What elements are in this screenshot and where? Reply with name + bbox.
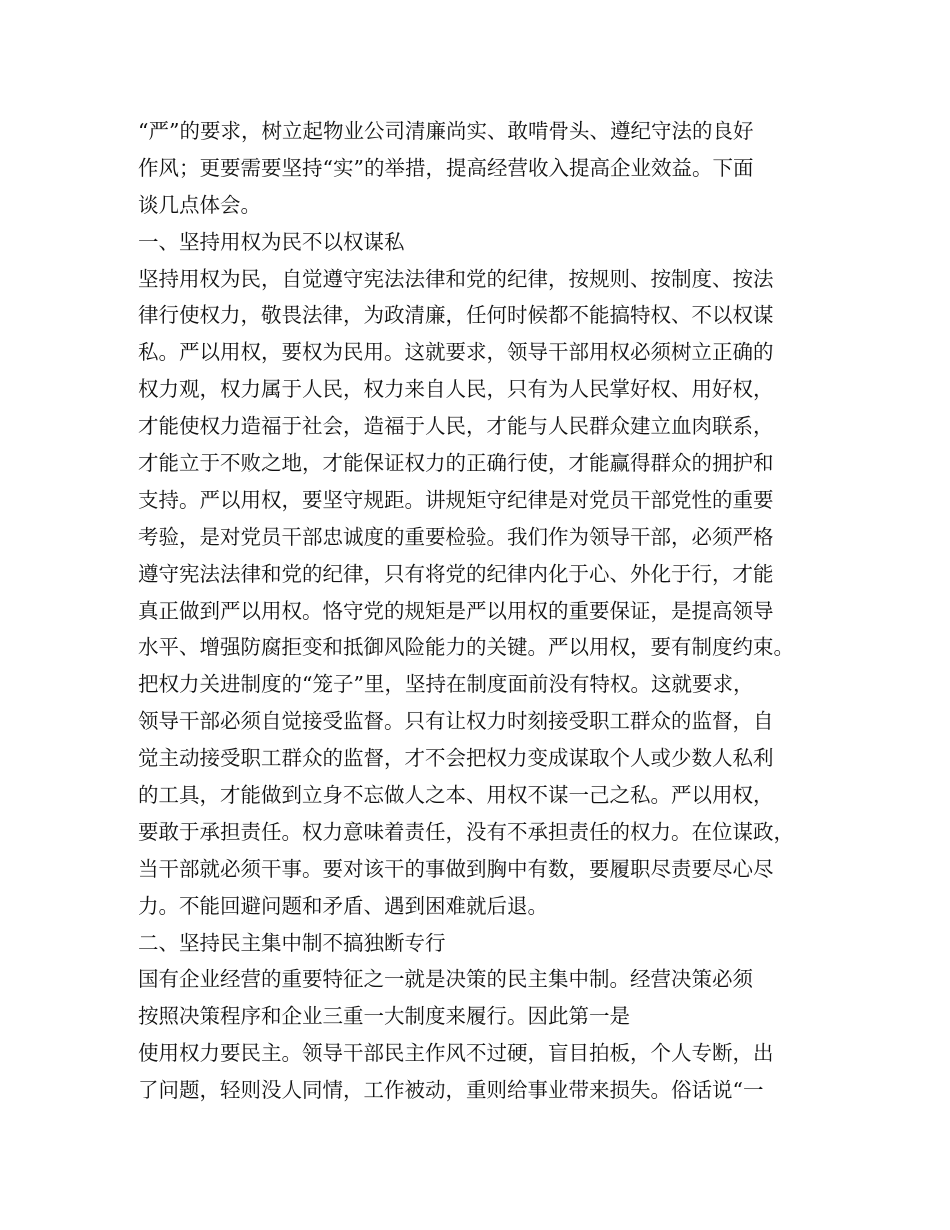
text-line: 使用权力要民主。领导干部民主作风不过硬，盲目拍板，个人专断，出: [138, 1041, 774, 1066]
text-line: 考验，是对党员干部忠诚度的重要检验。我们作为领导干部，必须严格: [138, 524, 774, 549]
text-line: 领导干部必须自觉接受监督。只有让权力时刻接受职工群众的监督，自: [138, 709, 774, 734]
text-line: 力。不能回避问题和矛盾、遇到困难就后退。: [138, 893, 548, 918]
text-line: 要敢于承担责任。权力意味着责任，没有不承担责任的权力。在位谋政，: [138, 819, 794, 844]
text-line: 才能立于不败之地，才能保证权力的正确行使，才能赢得群众的拥护和: [138, 451, 774, 476]
document-body: [138, 113, 838, 1109]
section-heading-1: 一、坚持用权为民不以权谋私: [138, 229, 405, 254]
text-line: 把权力关进制度的“笼子”里，坚持在制度面前没有特权。这就要求，: [138, 672, 754, 697]
text-line: 权力观，权力属于人民，权力来自人民，只有为人民掌好权、用好权，: [138, 377, 774, 402]
section-heading-2: 二、坚持民主集中制不搞独断专行: [138, 930, 446, 955]
text-line: 私。严以用权，要权为民用。这就要求，领导干部用权必须树立正确的: [138, 340, 774, 365]
text-line: 了问题，轻则没人同情，工作被动，重则给事业带来损失。俗话说“一: [138, 1078, 764, 1103]
text-line: 律行使权力，敬畏法律，为政清廉，任何时候都不能搞特权、不以权谋: [138, 303, 774, 328]
text-line: 当干部就必须干事。要对该干的事做到胸中有数，要履职尽责要尽心尽: [138, 856, 774, 881]
text-line: 真正做到严以用权。恪守党的规矩是严以用权的重要保证，是提高领导: [138, 598, 774, 623]
text-line: 才能使权力造福于社会，造福于人民，才能与人民群众建立血肉联系，: [138, 414, 774, 439]
text-line: 作风；更要需要坚持“实”的举措，提高经营收入提高企业效益。下面: [138, 155, 754, 180]
text-line: 觉主动接受职工群众的监督，才不会把权力变成谋取个人或少数人私利: [138, 746, 774, 771]
text-line: 国有企业经营的重要特征之一就是决策的民主集中制。经营决策必须: [138, 967, 753, 992]
text-line: 支持。严以用权，要坚守规距。讲规矩守纪律是对党员干部党性的重要: [138, 487, 774, 512]
text-line: 按照决策程序和企业三重一大制度来履行。因此第一是: [138, 1004, 630, 1029]
text-line: “严”的要求，树立起物业公司清廉尚实、敢啃骨头、遵纪守法的良好: [138, 119, 754, 143]
text-line: 水平、增强防腐拒变和抵御风险能力的关键。严以用权，要有制度约束。: [138, 635, 794, 660]
text-line: 谈几点体会。: [138, 192, 261, 217]
text-line: 坚持用权为民，自觉遵守宪法法律和党的纪律，按规则、按制度、按法: [138, 266, 774, 291]
text-line: 的工具，才能做到立身不忘做人之本、用权不谋一己之私。严以用权，: [138, 783, 774, 808]
text-line: 遵守宪法法律和党的纪律，只有将党的纪律内化于心、外化于行，才能: [138, 561, 774, 586]
